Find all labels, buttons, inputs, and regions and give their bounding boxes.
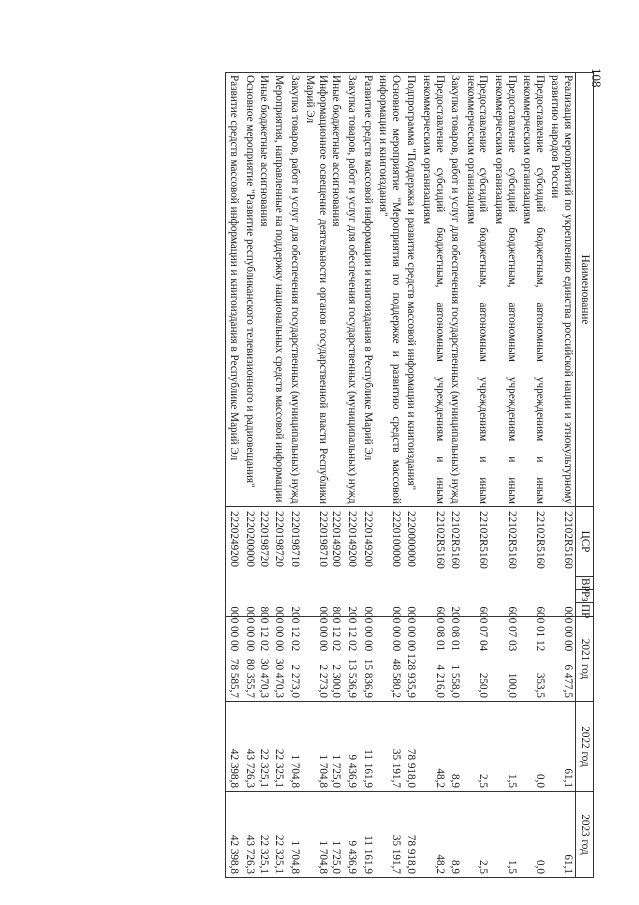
row-pr: 600 01 12 bbox=[533, 606, 546, 652]
row-vr bbox=[359, 577, 375, 590]
table-row bbox=[403, 73, 419, 878]
row-vr bbox=[330, 577, 344, 590]
row-name: Основное мероприятие "Мероприятия по поддержке и развитию средств массовой информации и книгоиздания" bbox=[375, 73, 403, 507]
row-rz bbox=[519, 590, 547, 603]
header-2021: 2021 год bbox=[576, 617, 594, 702]
row-pr: 600 08 01 bbox=[433, 606, 446, 652]
row-2023: 78 918,0 bbox=[403, 792, 419, 878]
row-2021: 128 935,9 bbox=[403, 617, 419, 702]
row-name: Подпрограмма "Поддержка и развитие средств массовой информации и книгоиздания" bbox=[403, 73, 419, 507]
row-2022: 11 161,9 bbox=[359, 702, 375, 792]
table-row bbox=[257, 73, 271, 878]
row-2022: 22 325,1 bbox=[271, 702, 287, 792]
row-csr: 2220200000 bbox=[241, 507, 257, 577]
row-2022: 61,1 bbox=[547, 702, 576, 792]
row-name: Иные бюджетные ассигнования bbox=[257, 73, 271, 507]
table-row bbox=[302, 73, 330, 878]
row-2021: 6 477,5 bbox=[547, 617, 576, 702]
row-2022: 1 704,8 bbox=[302, 702, 330, 792]
row-vr bbox=[344, 577, 360, 590]
table-row bbox=[241, 73, 257, 878]
row-2021: 48 580,2 bbox=[375, 617, 403, 702]
row-2021: 30 470,3 bbox=[257, 617, 271, 702]
row-vr bbox=[547, 577, 576, 590]
row-pr: 000 00 00 bbox=[405, 606, 418, 652]
header-vr: ВР bbox=[576, 577, 594, 590]
row-2021: 100,0 bbox=[490, 617, 518, 702]
row-rz bbox=[330, 590, 344, 603]
row-2023: 0,0 bbox=[519, 792, 547, 878]
row-pr: 000 00 00 bbox=[225, 603, 241, 617]
row-vr bbox=[418, 577, 446, 590]
row-vr bbox=[462, 577, 490, 590]
row-vr bbox=[271, 577, 287, 590]
row-csr: 22102R5160 bbox=[462, 507, 490, 577]
table-row bbox=[547, 73, 576, 878]
row-name: Закупка товаров, работ и услуг для обеспечения государственных (муниципальных) нужд bbox=[344, 73, 360, 507]
row-name: Информационное освещение деятельности органов государственной власти Республики Марий Эл bbox=[302, 73, 330, 507]
row-2021: 80 355,7 bbox=[241, 617, 257, 702]
table-header-row bbox=[576, 73, 594, 878]
row-vr bbox=[375, 577, 403, 590]
row-vr bbox=[257, 577, 271, 590]
table-row bbox=[490, 73, 518, 878]
row-rz bbox=[225, 590, 241, 603]
row-2023: 9 436,9 bbox=[344, 792, 360, 878]
row-2022: 22 325,1 bbox=[257, 702, 271, 792]
row-rz bbox=[359, 590, 375, 603]
row-name: Предоставление субсидий бюджетным, автономным учреждениям и иным некоммерческим организациям bbox=[519, 73, 547, 507]
budget-table bbox=[225, 72, 594, 878]
table-row bbox=[271, 73, 287, 878]
row-pr: 000 00 00 bbox=[273, 606, 286, 652]
table-row bbox=[447, 73, 463, 878]
row-pr: 000 00 00 bbox=[361, 606, 374, 652]
row-csr: 2220000000 bbox=[403, 507, 419, 577]
row-2023: 2,5 bbox=[462, 792, 490, 878]
row-rz bbox=[257, 590, 271, 603]
row-name: Предоставление субсидий бюджетным, автономным учреждениям и иным некоммерческим организациям bbox=[462, 73, 490, 507]
row-name: Предоставление субсидий бюджетным, автономным учреждениям и иным некоммерческим организациям bbox=[418, 73, 446, 507]
row-2023: 22 325,1 bbox=[257, 792, 271, 878]
row-2021: 2 273,0 bbox=[286, 617, 302, 702]
header-2022: 2022 год bbox=[576, 702, 594, 792]
row-rz bbox=[547, 590, 576, 603]
row-name: Иные бюджетные ассигнования bbox=[330, 73, 344, 507]
row-name: Основное мероприятие "Развитие республиканского телевизионного и радиовещания" bbox=[241, 73, 257, 507]
row-csr: 22102R5160 bbox=[547, 507, 576, 577]
row-2021: 15 836,9 bbox=[359, 617, 375, 702]
row-2022: 9 436,9 bbox=[344, 702, 360, 792]
row-vr bbox=[302, 577, 330, 590]
row-2022: 35 191,7 bbox=[375, 702, 403, 792]
header-name: Наименование bbox=[576, 73, 594, 507]
table-row bbox=[418, 73, 446, 878]
table-row bbox=[375, 73, 403, 878]
row-name: Реализация мероприятий по укреплению единства российской нации и этнокультурному развитию народов России bbox=[547, 73, 576, 507]
budget-table-rotated bbox=[66, 72, 594, 877]
table-row bbox=[519, 73, 547, 878]
row-name: Закупка товаров, работ и услуг для обеспечения государственных (муниципальных) нужд bbox=[447, 73, 463, 507]
table-row bbox=[225, 73, 241, 878]
row-csr: 2220100000 bbox=[375, 507, 403, 577]
row-pr: 000 00 00 bbox=[316, 606, 329, 652]
row-rz bbox=[462, 590, 490, 603]
table-body bbox=[225, 73, 575, 878]
row-csr: 2220149200 bbox=[330, 507, 344, 577]
table-row bbox=[330, 73, 344, 878]
row-vr bbox=[403, 577, 419, 590]
table-row bbox=[286, 73, 302, 878]
row-2022: 1 704,8 bbox=[286, 702, 302, 792]
row-rz bbox=[271, 590, 287, 603]
row-2022: 1 725,0 bbox=[330, 702, 344, 792]
row-name: Развитие средств массовой информации и книгоиздания в Республике Марий Эл bbox=[225, 73, 241, 507]
row-rz bbox=[418, 590, 446, 603]
row-pr: 800 12 02 bbox=[257, 606, 270, 652]
row-2023: 35 191,7 bbox=[375, 792, 403, 878]
row-2023: 43 726,3 bbox=[241, 792, 257, 878]
header-pr: ПР bbox=[576, 603, 594, 617]
row-2021: 30 470,3 bbox=[271, 617, 287, 702]
row-2021: 353,5 bbox=[519, 617, 547, 702]
row-csr: 2220198720 bbox=[271, 507, 287, 577]
row-pr: 000 00 00 bbox=[243, 606, 256, 652]
row-vr bbox=[286, 577, 302, 590]
row-2021: 4 216,0 bbox=[418, 617, 446, 702]
row-vr bbox=[519, 577, 547, 590]
row-csr: 22102R5160 bbox=[418, 507, 446, 577]
table-row bbox=[359, 73, 375, 878]
row-2022: 43 726,3 bbox=[241, 702, 257, 792]
row-2022: 48,2 bbox=[418, 702, 446, 792]
row-2023: 11 161,9 bbox=[359, 792, 375, 878]
row-csr: 2220149200 bbox=[344, 507, 360, 577]
row-2023: 1 725,0 bbox=[330, 792, 344, 878]
row-rz bbox=[302, 590, 330, 603]
row-vr bbox=[447, 577, 463, 590]
table-row bbox=[462, 73, 490, 878]
row-2022: 78 918,0 bbox=[403, 702, 419, 792]
row-2023: 61,1 bbox=[547, 792, 576, 878]
row-pr: 200 08 01 bbox=[449, 606, 462, 652]
row-2023: 1,5 bbox=[490, 792, 518, 878]
row-pr: 600 07 04 bbox=[477, 606, 490, 652]
row-vr bbox=[241, 577, 257, 590]
header-2023: 2023 год bbox=[576, 792, 594, 878]
row-pr: 600 07 03 bbox=[505, 606, 518, 652]
row-name: Мероприятия, направленные на поддержку национальных средств массовой информации bbox=[271, 73, 287, 507]
row-pr: 000 00 00 bbox=[562, 606, 574, 652]
row-2023: 1 704,8 bbox=[302, 792, 330, 878]
row-2023: 48,2 bbox=[418, 792, 446, 878]
row-pr: 000 00 00 bbox=[389, 606, 402, 652]
row-2022: 8,9 bbox=[447, 702, 463, 792]
row-rz bbox=[403, 590, 419, 603]
row-csr: 2220149200 bbox=[359, 507, 375, 577]
row-name: Развитие средств массовой информации и книгоиздания в Республике Марий Эл bbox=[359, 73, 375, 507]
row-2021: 2 300,0 bbox=[330, 617, 344, 702]
header-rz: Рз bbox=[576, 590, 594, 603]
row-csr: 2220198710 bbox=[286, 507, 302, 577]
row-csr: 22102R5160 bbox=[519, 507, 547, 577]
row-name: Предоставление субсидий бюджетным, автономным учреждениям и иным некоммерческим организациям bbox=[490, 73, 518, 507]
page-number: 108 bbox=[589, 68, 604, 88]
row-2023: 1 704,8 bbox=[286, 792, 302, 878]
row-pr: 800 12 02 bbox=[330, 606, 343, 652]
row-2022: 2,5 bbox=[462, 702, 490, 792]
row-2023: 42 398,8 bbox=[225, 792, 241, 878]
row-rz bbox=[490, 590, 518, 603]
row-rz bbox=[447, 590, 463, 603]
row-csr: 22102R5160 bbox=[447, 507, 463, 577]
row-pr: 200 12 02 bbox=[346, 606, 359, 652]
row-pr: 200 12 02 bbox=[288, 606, 301, 652]
row-rz bbox=[286, 590, 302, 603]
row-2022: 0,0 bbox=[519, 702, 547, 792]
row-rz bbox=[375, 590, 403, 603]
row-csr: 2220198710 bbox=[302, 507, 330, 577]
row-rz bbox=[344, 590, 360, 603]
row-2021: 78 585,7 bbox=[225, 617, 241, 702]
row-2022: 1,5 bbox=[490, 702, 518, 792]
row-2021: 13 536,9 bbox=[344, 617, 360, 702]
row-name: Закупка товаров, работ и услуг для обеспечения государственных (муниципальных) нужд bbox=[286, 73, 302, 507]
row-2022: 42 398,8 bbox=[225, 702, 241, 792]
row-csr: 2220198720 bbox=[257, 507, 271, 577]
row-2021: 250,0 bbox=[462, 617, 490, 702]
row-rz bbox=[241, 590, 257, 603]
row-2023: 8,9 bbox=[447, 792, 463, 878]
row-2021: 1 558,0 bbox=[447, 617, 463, 702]
row-vr bbox=[490, 577, 518, 590]
row-2023: 22 325,1 bbox=[271, 792, 287, 878]
row-csr: 22102R5160 bbox=[490, 507, 518, 577]
row-2021: 2 273,0 bbox=[302, 617, 330, 702]
header-csr: ЦСР bbox=[576, 507, 594, 577]
table-row bbox=[344, 73, 360, 878]
row-csr: 2220249200 bbox=[225, 507, 241, 577]
row-vr bbox=[225, 577, 241, 590]
